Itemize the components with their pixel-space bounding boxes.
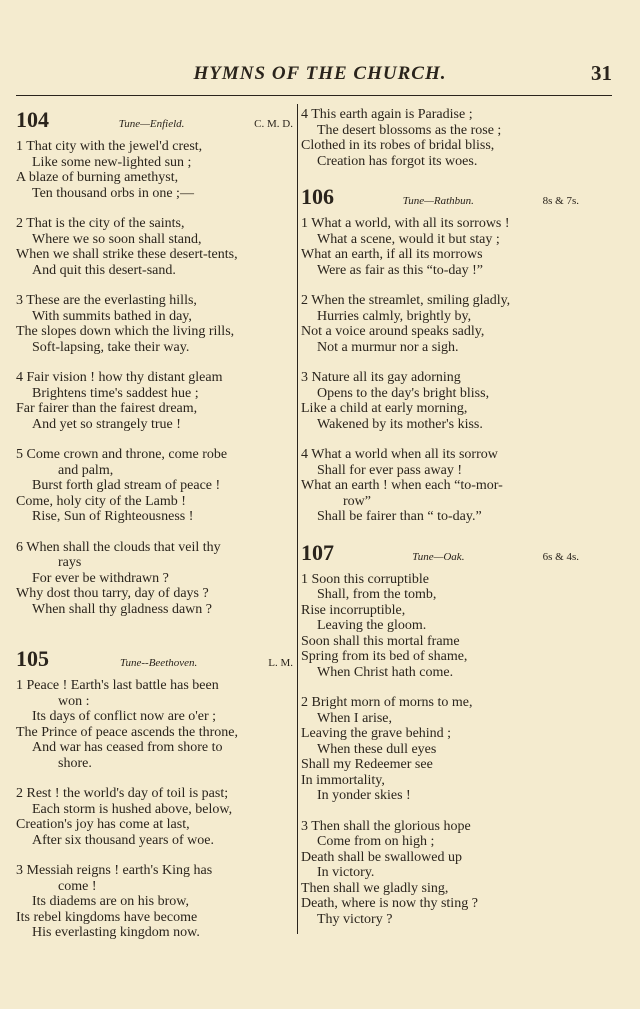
verse-line: With summits bathed in day, [32, 308, 192, 324]
verse-line: What an earth ! when each “to-mor- [301, 478, 503, 493]
verse-line: Shall, from the tomb, [317, 587, 437, 602]
verse [16, 293, 293, 355]
verse-line: Were as fair as this “to-day !” [317, 262, 484, 278]
verse-line: Shall my Redeemer see [301, 757, 433, 772]
verse-line: Creation has forgot its woes. [317, 153, 478, 169]
hymn-107 [301, 540, 579, 928]
verse [301, 447, 579, 525]
verse-line: Spring from its bed of shame, [301, 649, 468, 664]
verse-line: 2 Rest ! the world's day of toil is past; [16, 786, 229, 801]
verse-line: Death shall be swallowed up [301, 849, 462, 865]
verse [301, 293, 579, 355]
hymn-tune: Tune--Beethoven. [119, 657, 198, 669]
hymn-meter: L. M. [268, 657, 293, 669]
verse [301, 107, 579, 169]
verse-line: Clothed in its robes of bridal bliss, [301, 138, 495, 153]
verse-line: 3 Messiah reigns ! earth's King has [16, 863, 213, 878]
verse-line: Its days of conflict now are o'er ; [32, 709, 217, 724]
hymn-106 [301, 184, 579, 525]
verse-line: Its rebel kingdoms have become [16, 909, 198, 925]
verse [301, 216, 579, 278]
verse-line: Not a voice around speaks sadly, [301, 324, 485, 339]
verse-line: What an earth, if all its morrows [301, 247, 483, 262]
verse-line: When these dull eyes [317, 741, 437, 757]
hymn-104-header [16, 107, 293, 133]
hymn-number: 104 [16, 107, 49, 132]
verse-line: Far fairer than the fairest dream, [16, 401, 198, 416]
verse-line: Thy victory ? [317, 911, 393, 927]
verse [16, 447, 293, 525]
verse-line: Where we so soon shall stand, [32, 231, 202, 247]
verse-line: Not a murmur nor a sigh. [317, 339, 459, 355]
verse-line: A blaze of burning amethyst, [16, 170, 179, 185]
verse-line: Burst forth glad stream of peace ! [32, 478, 221, 493]
verse-line: 4 What a world when all its sorrow [301, 447, 498, 462]
hymn-tune: Tune—Oak. [412, 550, 465, 563]
verse-line: After six thousand years of woe. [32, 832, 214, 848]
verse [301, 572, 579, 681]
verse-line: Hurries calmly, brightly by, [317, 308, 472, 324]
verse-line: Shall for ever pass away ! [317, 462, 463, 478]
verse [301, 370, 579, 432]
verse-line: In immortality, [301, 772, 385, 788]
verse-line: 3 Then shall the glorious hope [301, 818, 471, 834]
hymn-number: 107 [301, 539, 334, 565]
verse-line: 1 What a world, with all its sorrows ! [301, 216, 510, 231]
right-column [301, 107, 579, 942]
verse-line: Soon shall this mortal frame [301, 633, 460, 649]
verse-line: and palm, [58, 462, 114, 478]
verse [16, 678, 293, 771]
verse-line: 5 Come crown and throne, come robe [16, 447, 228, 462]
verse-line: Why dost thou tarry, day of days ? [16, 586, 209, 601]
hymn-number: 105 [16, 646, 49, 671]
hymn-105 [16, 646, 293, 941]
verse-line: What a scene, would it but stay ; [317, 231, 500, 247]
left-column [16, 107, 293, 956]
hymn-tune: Tune—Enfield. [118, 118, 185, 130]
verse-line: Shall be fairer than “ to-day.” [317, 509, 482, 524]
verse-line: 3 Nature all its gay adorning [301, 370, 461, 385]
verse-line: 1 Soon this corruptible [301, 571, 429, 587]
verse [16, 370, 293, 432]
column-divider [297, 104, 298, 934]
verse-line: rays [58, 555, 82, 570]
verse-line: 4 Fair vision ! how thy distant gleam [16, 370, 223, 385]
verse-line: The desert blossoms as the rose ; [317, 122, 502, 138]
verse-line: 6 When shall the clouds that veil thy [16, 539, 221, 555]
page-number: 31 [591, 61, 612, 85]
hymn-107-header [301, 540, 579, 566]
verse-line: 3 These are the everlasting hills, [16, 293, 197, 308]
verse-line: Leaving the gloom. [317, 618, 427, 633]
verse-line: Like a child at early morning, [301, 401, 468, 416]
header-rule [16, 95, 612, 96]
hymn-105-header [16, 646, 293, 672]
verse-line: 1 Peace ! Earth's last battle has been [16, 678, 219, 693]
verse-line: shore. [58, 755, 92, 771]
hymn-meter: C. M. D. [254, 118, 293, 130]
verse-line: And yet so strangely true ! [32, 416, 181, 432]
verse-line: For ever be withdrawn ? [32, 570, 169, 586]
verse-line: When we shall strike these desert-tents, [16, 247, 238, 262]
verse-line: Opens to the day's bright bliss, [317, 385, 490, 401]
verse [16, 216, 293, 278]
running-title: HYMNS OF THE CHURCH. [193, 63, 447, 84]
verse-line: 2 Bright morn of morns to me, [301, 695, 473, 710]
verse [16, 863, 293, 941]
verse-line: When I arise, [317, 710, 393, 726]
verse-line: In yonder skies ! [317, 788, 411, 803]
verse-line: Leaving the grave behind ; [301, 726, 452, 741]
verse-line: Rise, Sun of Righteousness ! [32, 509, 194, 524]
verse [301, 695, 579, 804]
verse-line: 1 That city with the jewel'd crest, [16, 139, 203, 154]
verse-line: When shall thy gladness dawn ? [32, 601, 213, 617]
verse [16, 139, 293, 201]
verse-line: Wakened by its mother's kiss. [317, 416, 483, 432]
verse-line: In victory. [317, 865, 375, 880]
verse [301, 819, 579, 928]
verse-line: Come, holy city of the Lamb ! [16, 493, 186, 509]
verse-line: Ten thousand orbs in one ;— [32, 185, 194, 201]
hymn-tune: Tune—Rathbun. [402, 195, 474, 207]
verse-line: Its diadems are on his brow, [32, 894, 189, 909]
verse-line: 2 That is the city of the saints, [16, 216, 185, 231]
verse-line: His everlasting kingdom now. [32, 925, 200, 940]
verse-line: Soft-lapsing, take their way. [32, 339, 190, 355]
verse-line: Brightens time's saddest hue ; [32, 385, 199, 401]
hymn-number: 106 [301, 184, 334, 209]
verse-line: won : [58, 693, 90, 709]
verse-line: Each storm is hushed above, below, [32, 801, 233, 817]
hymn-104 [16, 107, 293, 617]
verse-line: The Prince of peace ascends the throne, [16, 724, 238, 740]
verse-line: Come from on high ; [317, 834, 435, 849]
verse-line: come ! [58, 878, 97, 894]
verse-line: Like some new-lighted sun ; [32, 154, 192, 170]
verse [16, 540, 293, 618]
verse-line: The slopes down which the living rills, [16, 324, 235, 339]
verse-line: And quit this desert-sand. [32, 262, 176, 278]
hymn-106-header [301, 184, 579, 210]
verse-line: row” [343, 493, 371, 509]
verse-line: Then shall we gladly sing, [301, 880, 449, 896]
verse-line: And war has ceased from shore to [32, 740, 223, 755]
verse [16, 786, 293, 848]
hymn-meter: 6s & 4s. [542, 550, 579, 563]
hymn-meter: 8s & 7s. [542, 195, 579, 207]
verse-line: When Christ hath come. [317, 664, 454, 680]
verse-line: Death, where is now thy sting ? [301, 896, 478, 911]
verse-line: Creation's joy has come at last, [16, 817, 190, 832]
verse-line: 2 When the streamlet, smiling gladly, [301, 293, 511, 308]
verse-line: 4 This earth again is Paradise ; [301, 107, 473, 122]
verse-line: Rise incorruptible, [301, 602, 406, 618]
